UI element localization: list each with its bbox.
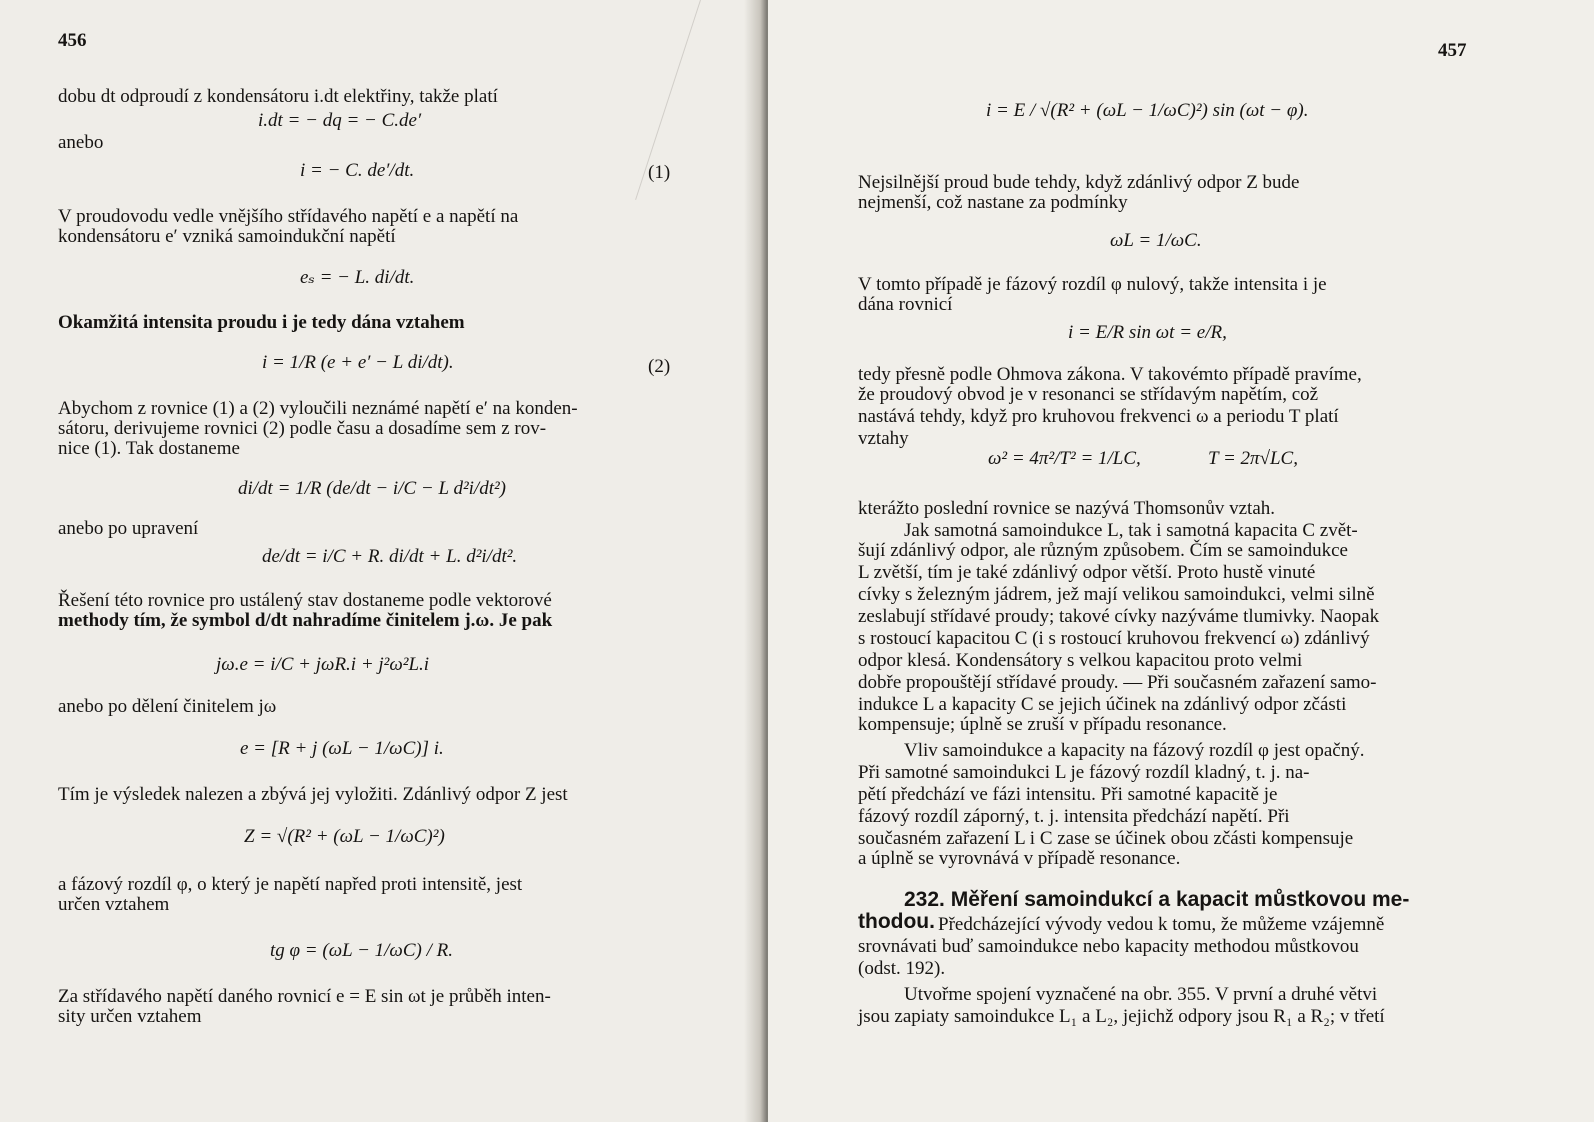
right-page: [768, 0, 1594, 1122]
equation: de/dt = i/C + R. di/dt + L. d²i/dt².: [262, 546, 518, 567]
equation: i = − C. de′/dt.: [300, 160, 415, 181]
equation: i.dt = − dq = − C.de′: [258, 110, 422, 131]
text-line: sity určen vztahem: [58, 1006, 202, 1027]
text-line: kondensátoru e′ vzniká samoindukční napětí: [58, 226, 396, 247]
text-line: Za střídavého napětí daného rovnicí e = E sin ωt je průběh inten-: [58, 986, 551, 1007]
text-line: současném zařazení L i C zase se účinek obou zčásti kompensuje: [858, 828, 1354, 849]
equation-number: (2): [648, 356, 671, 377]
text-line: indukce L a kapacity C se jejich účinek na zdánlivý odpor zčásti: [858, 694, 1347, 715]
equation: e = [R + j (ωL − 1/ωC)] i.: [240, 738, 444, 759]
text-line: kterážto poslední rovnice se nazývá Thomsonův vztah.: [858, 498, 1275, 519]
text-line: zeslabují střídavé proudy; takové cívky nazýváme tlumivky. Naopak: [858, 606, 1380, 627]
text-line: sátoru, derivujeme rovnici (2) podle času a dosadíme sem z rov-: [58, 418, 547, 439]
text-line: pětí předchází ve fázi intensitu. Při samotné kapacitě je: [858, 784, 1278, 805]
equation: i = 1/R (e + e′ − L di/dt).: [262, 352, 454, 373]
equation: di/dt = 1/R (de/dt − i/C − L d²i/dt²): [238, 478, 507, 499]
text-line: Při samotné samoindukci L je fázový rozdíl kladný, t. j. na-: [858, 762, 1310, 783]
text-line: Abychom z rovnice (1) a (2) vyloučili neznámé napětí e′ na konden-: [58, 398, 578, 419]
text-line: Tím je výsledek nalezen a zbývá jej vyložiti. Zdánlivý odpor Z jest: [58, 784, 568, 805]
text-line: tedy přesně podle Ohmova zákona. V takovémto případě pravíme,: [858, 364, 1362, 385]
text-line: a úplně se vyrovnává v případě resonance.: [858, 848, 1181, 869]
text-line: Utvořme spojení vyznačené na obr. 355. V první a druhé větvi: [904, 984, 1378, 1005]
text-line: a fázový rozdíl φ, o který je napětí napřed proti intensitě, jest: [58, 874, 523, 895]
equation-number: (1): [648, 162, 671, 183]
text-line: šují zdánlivý odpor, ale různým způsobem. Čím se samoindukce: [858, 540, 1348, 561]
text-line: Okamžitá intensita proudu i je tedy dána vztahem: [58, 312, 465, 333]
equation: ωL = 1/ωC.: [1110, 230, 1202, 251]
text-line: Nejsilnější proud bude tehdy, když zdánlivý odpor Z bude: [858, 172, 1300, 193]
equation: tg φ = (ωL − 1/ωC) / R.: [270, 940, 453, 961]
text-line: určen vztahem: [58, 894, 170, 915]
page-number: 456: [58, 30, 87, 51]
equation: ω² = 4π²/T² = 1/LC,: [988, 448, 1141, 469]
equation: eₛ = − L. di/dt.: [300, 267, 415, 288]
text-line: Jak samotná samoindukce L, tak i samotná kapacita C zvět-: [904, 520, 1358, 541]
text-line: anebo po dělení činitelem jω: [58, 696, 277, 717]
text-line: anebo po upravení: [58, 518, 199, 539]
text-line: methody tím, že symbol d/dt nahradíme činitelem j.ω. Je pak: [58, 610, 553, 631]
text-line: Předcházející vývody vedou k tomu, že můžeme vzájemně: [938, 914, 1385, 935]
text-line: fázový rozdíl záporný, t. j. intensita předchází napětí. Při: [858, 806, 1290, 827]
text-line: L zvětší, tím je také zdánlivý odpor větší. Proto hustě vinuté: [858, 562, 1316, 583]
text-line: jsou zapiaty samoindukce L₁ a L₂, jejichž odpory jsou R₁ a R₂; v třetí: [858, 1006, 1385, 1027]
text-line: dána rovnicí: [858, 294, 953, 315]
text-line: dobře propouštějí střídavé proudy. — Při současném zařazení samo-: [858, 672, 1377, 693]
text-line: nejmenší, což nastane za podmínky: [858, 192, 1128, 213]
section-heading-continued: thodou.: [858, 910, 935, 933]
page-number: 457: [1438, 40, 1467, 61]
text-line: nice (1). Tak dostaneme: [58, 438, 240, 459]
text-line: nastává tehdy, když pro kruhovou frekvenci ω a periodu T platí: [858, 406, 1339, 427]
text-line: že proudový obvod je v resonanci se střídavým napětím, což: [858, 384, 1319, 405]
equation: Z = √(R² + (ωL − 1/ωC)²): [244, 826, 445, 847]
section-heading: 232. Měření samoindukcí a kapacit můstkovou me-: [904, 888, 1410, 911]
text-line: (odst. 192).: [858, 958, 946, 979]
text-line: Vliv samoindukce a kapacity na fázový rozdíl φ jest opačný.: [904, 740, 1365, 761]
text-line: V tomto případě je fázový rozdíl φ nulový, takže intensita i je: [858, 274, 1327, 295]
text-line: anebo: [58, 132, 104, 153]
text-line: vztahy: [858, 428, 909, 449]
text-line: Řešení této rovnice pro ustálený stav dostaneme podle vektorové: [58, 590, 552, 611]
text-line: srovnávati buď samoindukce nebo kapacity methodou můstkovou: [858, 936, 1359, 957]
text-line: dobu dt odproudí z kondensátoru i.dt elektřiny, takže platí: [58, 86, 498, 107]
equation: T = 2π√LC,: [1208, 448, 1298, 469]
equation: jω.e = i/C + jωR.i + j²ω²L.i: [216, 654, 430, 675]
text-line: kompensuje; úplně se zruší v případu resonance.: [858, 714, 1227, 735]
text-line: s rostoucí kapacitou C (i s rostoucí kruhovou frekvencí ω) zdánlivý: [858, 628, 1370, 649]
text-line: cívky s železným jádrem, jež mají velikou samoindukci, velmi silně: [858, 584, 1375, 605]
text-line: V proudovodu vedle vnějšího střídavého napětí e a napětí na: [58, 206, 519, 227]
equation: i = E / √(R² + (ωL − 1/ωC)²) sin (ωt − φ).: [986, 100, 1309, 121]
text-line: odpor klesá. Kondensátory s velkou kapacitou proto velmi: [858, 650, 1303, 671]
equation: i = E/R sin ωt = e/R,: [1068, 322, 1227, 343]
